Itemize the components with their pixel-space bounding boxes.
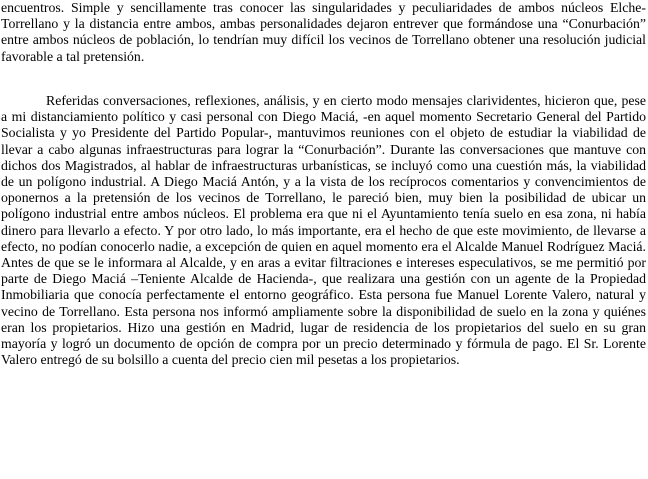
paragraph-1: encuentros. Simple y sencillamente tras conocer las singularidades y peculiaridades de ambos núcleos Elche-Torrellano y la distancia entre ambos, ambas personalidades dejaron entrever que formándose una “Conurbación” entre ambos núcleos de población, lo tendrían muy difícil los vecinos de Torrellano obtener una resolución judicial favorable a tal pretensión.: [1, 0, 646, 64]
paragraph-2: Referidas conversaciones, reflexiones, análisis, y en cierto modo mensajes clarividentes, hicieron que, pese a mi distanciamiento político y casi personal con Diego Maciá, -en aquel momento Secretario General del Partido Socialista y yo Presidente del Partido Popular-, mantuvimos reuniones con el objeto de estudiar la viabilidad de llevar a cabo algunas infraestructuras para lograr la “Conurbación”. Durante las conversaciones que mantuve con dichos dos Magistrados, al hablar de infraestructuras urbanísticas, se incluyó como una cuestión más, la viabilidad de un polígono industrial. A Diego Maciá Antón, y a la vista de los recíprocos comentarios y convencimientos de oponernos a la pretensión de los vecinos de Torrellano, le pareció bien, muy bien la posibilidad de ubicar un polígono industrial entre ambos núcleos. El problema era que ni el Ayuntamiento tenía suelo en esa zona, ni había dinero para llevarlo a efecto. Y por otro lado, lo más importante, era el hecho de que este movimiento, de llevarse a efecto, no podían conocerlo nadie, a excepción de quien en aquel momento era el Alcalde Manuel Rodríguez Maciá. Antes de que se le informara al Alcalde, y en aras a evitar filtraciones e intereses especulativos, se me permitió por parte de Diego Maciá –Teniente Alcalde de Hacienda-, que realizara una gestión con un agente de la Propiedad Inmobiliaria que conocía perfectamente el entorno geográfico. Esta persona fue Manuel Lorente Valero, natural y vecino de Torrellano. Esta persona nos informó ampliamente sobre la disponibilidad de suelo en la zona y quiénes eran los propietarios. Hizo una gestión en Madrid, lugar de residencia de los propietarios del suelo en su gran mayoría y logró un documento de opción de compra por un precio determinado y fórmula de pago. El Sr. Lorente Valero entregó de su bolsillo a cuenta del precio cien mil pesetas a los propietarios.: [1, 93, 646, 368]
